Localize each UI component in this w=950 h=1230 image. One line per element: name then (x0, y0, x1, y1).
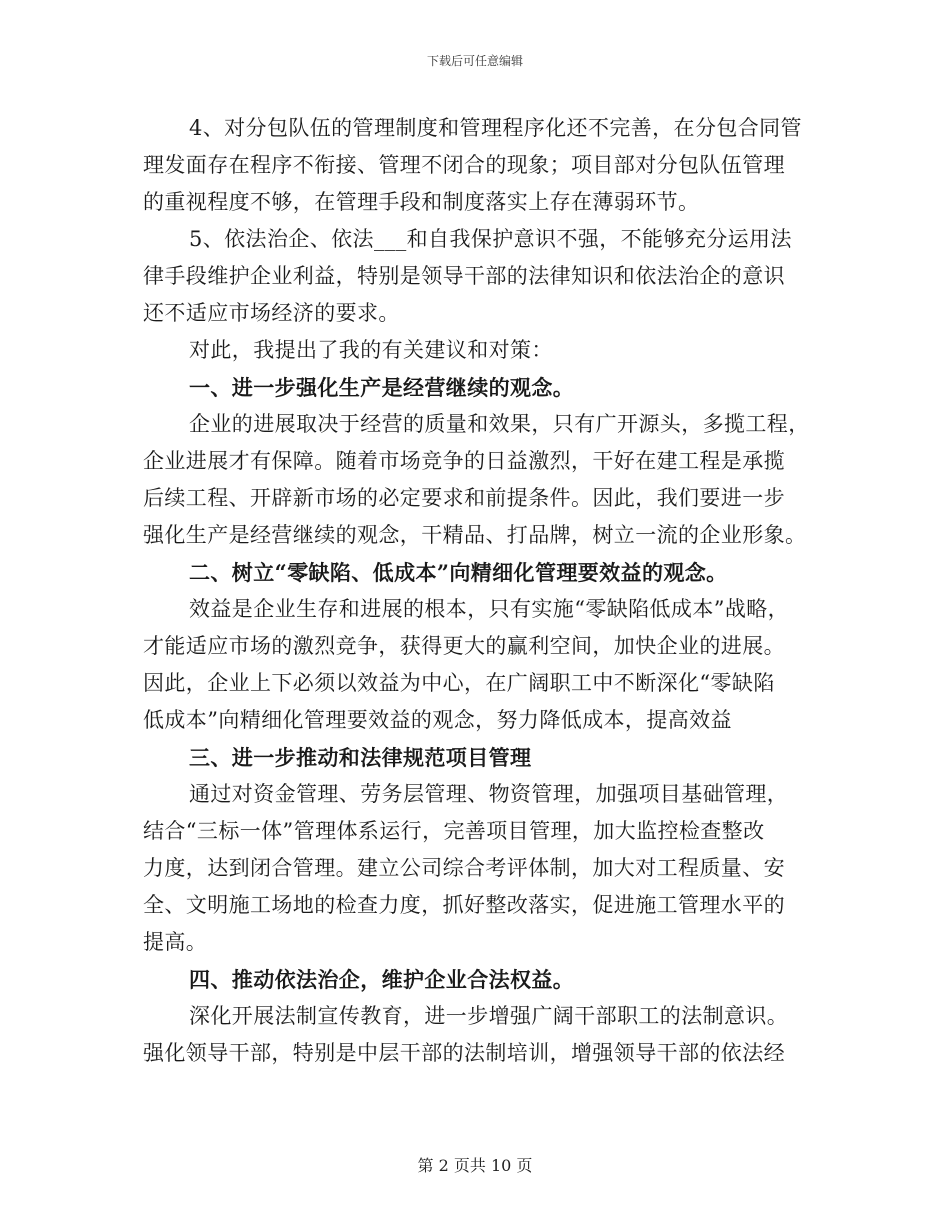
text-line: 提高。 (143, 930, 208, 954)
heading-text: 二、树立“零缺陷、低成本”向精细化管理要效益的观念。 (189, 560, 728, 585)
text-line: 4、对分包队伍的管理制度和管理程序化还不完善，在分包合同管 (189, 116, 802, 140)
text-line: 强化生产是经营继续的观念，干精品、打品牌，树立一流的企业形象。 (143, 523, 807, 547)
document-body (143, 110, 811, 1072)
text-line: 理发面存在程序不衔接、管理不闭合的现象；项目部对分包队伍管理 (143, 153, 785, 177)
paragraph-5 (143, 221, 811, 332)
text-line: 5、依法治企、依法___和自我保护意识不强，不能够充分运用法 (189, 227, 792, 251)
text-line: 企业进展才有保障。随着市场竞争的日益激烈，干好在建工程是承揽 (143, 449, 785, 473)
text-line: 才能适应市场的激烈竞争，获得更大的赢利空间，加快企业的进展。 (143, 634, 785, 658)
paragraph-4 (143, 110, 811, 221)
text-line: 后续工程、开辟新市场的必定要求和前提条件。因此，我们要进一步 (143, 486, 785, 510)
text-line: 的重视程度不够，在管理手段和制度落实上存在薄弱环节。 (143, 190, 700, 214)
text-line: 律手段维护企业利益，特别是领导干部的法律知识和依法治企的意识 (143, 264, 785, 288)
heading-text: 一、进一步强化生产是经营继续的观念。 (189, 375, 575, 400)
section-heading-1 (143, 369, 811, 406)
text-line: 效益是企业生存和进展的根本，只有实施“零缺陷低成本”战略， (189, 597, 790, 621)
text-line: 深化开展法制宣传教育，进一步增强广阔干部职工的法制意识。 (189, 1004, 789, 1028)
text-line: 低成本”向精细化管理要效益的观念，努力降低成本，提高效益 (143, 708, 732, 732)
paragraph-section-4 (143, 998, 811, 1072)
text-line: 全、文明施工场地的检查力度，抓好整改落实，促进施工管理水平的 (143, 893, 785, 917)
section-heading-3 (143, 739, 811, 776)
heading-text: 四、推动依法治企，维护企业合法权益。 (189, 967, 575, 992)
section-heading-2 (143, 554, 811, 591)
paragraph-section-3 (143, 776, 811, 961)
page-header: 下载后可任意编辑 (426, 54, 523, 68)
heading-text: 三、进一步推动和法律规范项目管理 (189, 745, 532, 770)
text-line: 力度，达到闭合管理。建立公司综合考评体制，加大对工程质量、安 (143, 856, 785, 880)
paragraph-section-2 (143, 591, 811, 739)
page-number-footer: 第 2 页共 10 页 (417, 1156, 533, 1175)
text-line: 企业的进展取决于经营的质量和效果，只有广开源头，多揽工程， (189, 412, 810, 436)
text-line: 对此，我提出了我的有关建议和对策： (189, 338, 553, 362)
text-line: 结合“三标一体”管理体系运行，完善项目管理，加大监控检查整改 (143, 819, 765, 843)
text-line: 通过对资金管理、劳务层管理、物资管理，加强项目基础管理， (189, 782, 789, 806)
text-line: 因此，企业上下必须以效益为中心，在广阔职工中不断深化“零缺陷 (143, 671, 775, 695)
paragraph-section-1 (143, 406, 811, 554)
paragraph-intro (143, 332, 811, 369)
text-line: 强化领导干部，特别是中层干部的法制培训，增强领导干部的依法经 (143, 1041, 785, 1065)
section-heading-4 (143, 961, 811, 998)
text-line: 还不适应市场经济的要求。 (143, 301, 400, 325)
